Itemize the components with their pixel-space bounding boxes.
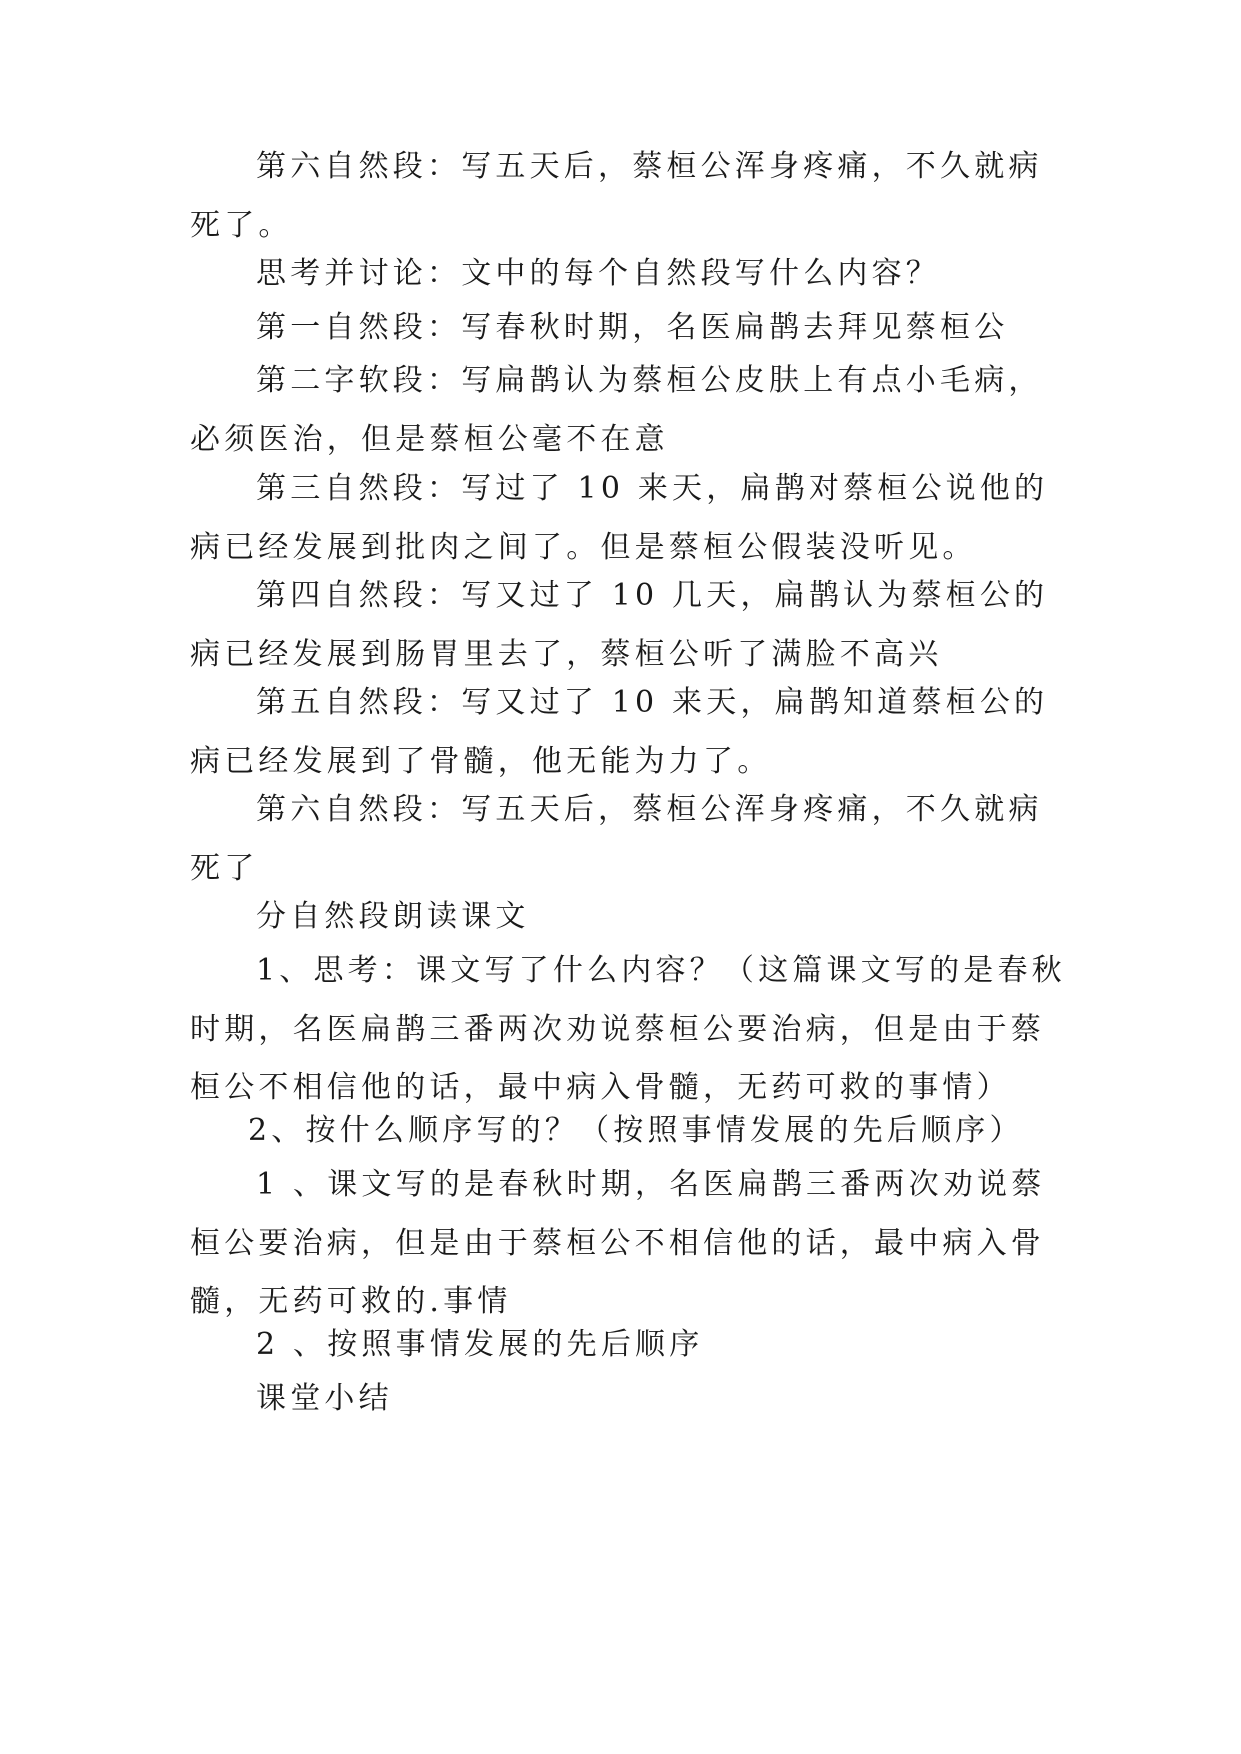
paragraph-5-summary: 第五自然段：写又过了 10 来天，扁鹊知道蔡桓公的病已经发展到了骨髓，他无能为力了。: [190, 685, 1049, 779]
answer-1: 1 、课文写的是春秋时期，名医扁鹊三番两次劝说蔡桓公要治病，但是由于蔡桓公不相信他的话，最中病入骨髓，无药可救的.事情: [190, 1167, 1046, 1319]
paragraph-3-summary: 第三自然段：写过了 10 来天，扁鹊对蔡桓公说他的病已经发展到批肉之间了。但是蔡桓公假装没听见。: [190, 471, 1049, 565]
paragraph-6-summary: 第六自然段：写五天后，蔡桓公浑身疼痛，不久就病死了。: [190, 149, 1043, 243]
question-1: 1、思考：课文写了什么内容？（这篇课文写的是春秋时期，名医扁鹊三番两次劝说蔡桓公要治病，但是由于蔡桓公不相信他的话，最中病入骨髓，无药可救的事情）: [190, 953, 1066, 1105]
paragraph-1-summary: 第一自然段：写春秋时期，名医扁鹊去拜见蔡桓公: [256, 310, 1009, 345]
paragraph-2-summary: 第二字软段：写扁鹊认为蔡桓公皮肤上有点小毛病，必须医治，但是蔡桓公毫不在意: [190, 363, 1043, 457]
question-2: 2、按什么顺序写的？（按照事情发展的先后顺序）: [248, 1113, 1024, 1148]
answer-2: 2 、按照事情发展的先后顺序: [256, 1327, 704, 1362]
paragraph-6-summary-repeat: 第六自然段：写五天后，蔡桓公浑身疼痛，不久就病死了: [190, 792, 1043, 886]
paragraph-4-summary: 第四自然段：写又过了 10 几天，扁鹊认为蔡桓公的病已经发展到肠胃里去了，蔡桓公听了满脸不高兴: [190, 578, 1049, 672]
read-aloud-instruction: 分自然段朗读课文: [256, 899, 530, 934]
discussion-prompt: 思考并讨论：文中的每个自然段写什么内容？: [256, 256, 940, 291]
lesson-summary-heading: 课堂小结: [256, 1381, 393, 1416]
